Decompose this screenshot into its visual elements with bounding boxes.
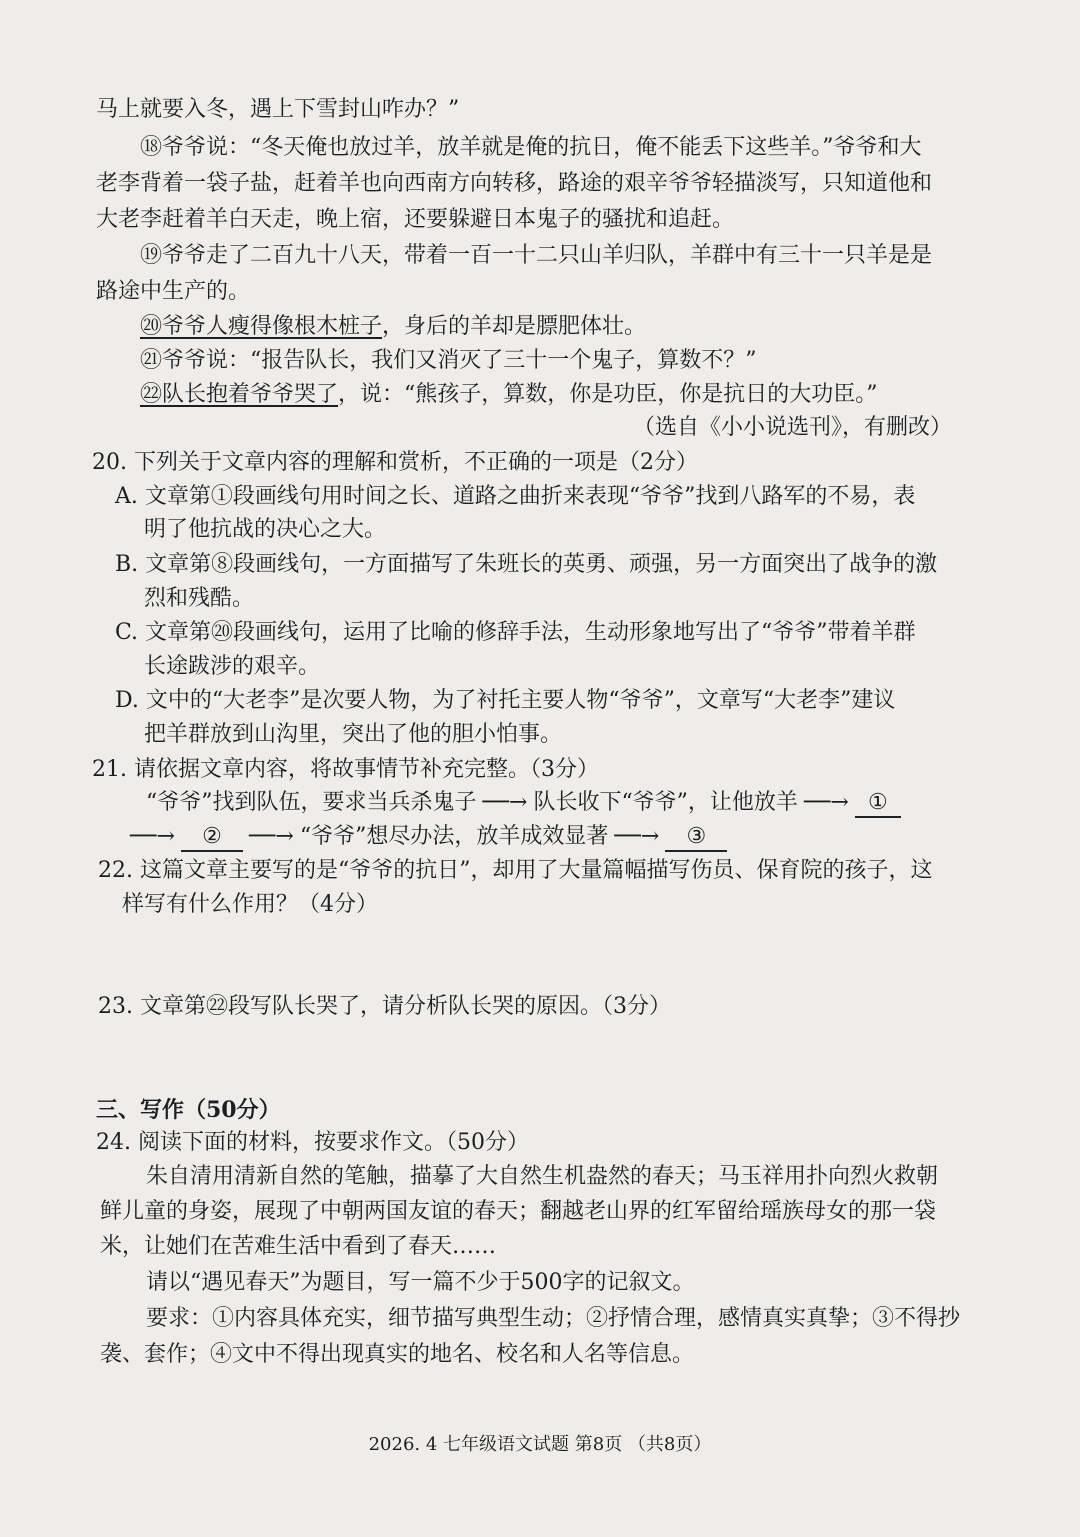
paragraph-22 bbox=[140, 380, 878, 410]
answer-blank-2[interactable]: ② bbox=[181, 824, 243, 852]
answer-blank-1[interactable]: ① bbox=[855, 790, 901, 818]
paragraph-text: 爷爷走了二百九十八天，带着一百一十二只山羊归队，羊群中有三十一只羊是是 bbox=[162, 243, 933, 268]
underlined-sentence: 队长抱着爷爷哭了 bbox=[162, 382, 339, 407]
plot-step-4: “爷爷”想尽办法，放羊成效显著 bbox=[299, 824, 609, 849]
question-24-stem: 24. 阅读下面的材料，按要求作文。（50分） bbox=[96, 1130, 529, 1155]
paragraph-text: 爷爷说：“冬天俺也放过羊，放羊就是俺的抗日，俺不能丢下这些羊。”爷爷和大 bbox=[162, 135, 922, 160]
plot-flow-row-2 bbox=[124, 822, 727, 852]
paragraph-text: ，身后的羊却是膘肥体壮。 bbox=[382, 314, 647, 339]
question-22-line-1: 22. 这篇文章主要写的是“爷爷的抗日”，却用了大量篇幅描写伤员、保育院的孩子，这 bbox=[98, 858, 933, 883]
story-line-0: 马上就要入冬，遇上下雪封山咋办？” bbox=[96, 97, 460, 122]
plot-step-1: “爷爷”找到队伍，要求当兵杀鬼子 bbox=[146, 790, 477, 815]
paragraph-19-line-1 bbox=[140, 241, 932, 271]
answer-area-23[interactable] bbox=[98, 1030, 978, 1090]
arrow-icon: ──→ bbox=[614, 824, 660, 849]
option-a-line-2: 明了他抗战的决心之大。 bbox=[144, 517, 387, 542]
paragraph-19-line-2: 路途中生产的。 bbox=[96, 279, 251, 304]
option-d-line-2: 把羊群放到山沟里，突出了他的胆小怕事。 bbox=[144, 722, 563, 747]
requirements-line-2: 袭、套作；④文中不得出现真实的地名、校名和人名等信息。 bbox=[100, 1342, 695, 1367]
paragraph-18-line-3: 大老李赶着羊白天走，晚上宿，还要躲避日本鬼子的骚扰和追赶。 bbox=[96, 207, 735, 232]
arrow-icon: ──→ bbox=[482, 790, 528, 815]
paragraph-number: ㉒ bbox=[140, 382, 163, 407]
writing-section-heading: 三、写作（50分） bbox=[96, 1097, 281, 1123]
answer-blank-3[interactable]: ③ bbox=[665, 824, 727, 852]
paragraph-text: ，说：“熊孩子，算数，你是功臣，你是抗日的大功臣。” bbox=[338, 382, 878, 407]
question-20-stem: 20. 下列关于文章内容的理解和赏析，不正确的一项是（2分） bbox=[92, 450, 698, 475]
question-22-line-2: 样写有什么作用？（4分） bbox=[122, 892, 378, 917]
source-note: （选自《小小说选刊》，有删改） bbox=[632, 415, 952, 440]
page-footer: 2026. 4 七年级语文试题 第8页 （共8页） bbox=[368, 1434, 712, 1455]
paragraph-21 bbox=[140, 346, 757, 376]
paragraph-number: ⑲ bbox=[140, 243, 163, 268]
question-21-stem: 21. 请依据文章内容，将故事情节补充完整。（3分） bbox=[92, 757, 599, 782]
writing-task: 请以“遇见春天”为题目，写一篇不少于500字的记叙文。 bbox=[146, 1270, 695, 1295]
question-23: 23. 文章第㉒段写队长哭了，请分析队长哭的原因。（3分） bbox=[98, 994, 671, 1019]
arrow-icon: ──→ bbox=[803, 790, 849, 815]
answer-area-22[interactable] bbox=[98, 930, 978, 986]
material-line-1: 朱自清用清新自然的笔触，描摹了大自然生机盎然的春天；马玉祥用扑向烈火救朝 bbox=[146, 1164, 939, 1189]
arrow-icon: ──→ bbox=[248, 824, 294, 849]
option-c-line-2: 长途跋涉的艰辛。 bbox=[144, 654, 321, 679]
paragraph-18-line-2: 老李背着一袋子盐，赶着羊也向西南方向转移，路途的艰辛爷爷轻描淡写，只知道他和 bbox=[96, 171, 933, 196]
option-a-line-1: A. 文章第①段画线句用时间之长、道路之曲折来表现“爷爷”找到八路军的不易，表 bbox=[115, 484, 916, 509]
paragraph-number: ㉑ bbox=[140, 348, 163, 373]
arrow-icon: ──→ bbox=[130, 824, 175, 849]
paragraph-number: ⑱ bbox=[140, 135, 163, 160]
paragraph-20 bbox=[140, 312, 646, 342]
option-b-line-1: B. 文章第⑧段画线句，一方面描写了朱班长的英勇、顽强，另一方面突出了战争的激 bbox=[115, 552, 938, 577]
paragraph-18-line-1 bbox=[140, 133, 922, 163]
plot-step-2: 队长收下“爷爷”，让他放羊 bbox=[533, 790, 798, 815]
paragraph-text: 爷爷说：“报告队长，我们又消灭了三十一个鬼子，算数不？” bbox=[162, 348, 757, 373]
option-c-line-1: C. 文章第⑳段画线句，运用了比喻的修辞手法，生动形象地写出了“爷爷”带着羊群 bbox=[115, 620, 916, 645]
option-b-line-2: 烈和残酷。 bbox=[144, 586, 255, 611]
underlined-sentence: 爷爷人瘦得像根木桩子 bbox=[162, 314, 383, 339]
material-line-3: 米，让她们在苦难生活中看到了春天…… bbox=[100, 1234, 497, 1259]
requirements-line-1: 要求：①内容具体充实，细节描写典型生动；②抒情合理，感情真实真挚；③不得抄 bbox=[146, 1306, 961, 1331]
material-line-2: 鲜儿童的身姿，展现了中朝两国友谊的春天；翻越老山界的红军留给瑶族母女的那一袋 bbox=[100, 1199, 937, 1224]
option-d-line-1: D. 文中的“大老李”是次要人物，为了衬托主要人物“爷爷”，文章写“大老李”建议 bbox=[115, 688, 896, 713]
paragraph-number: ⑳ bbox=[140, 314, 163, 339]
plot-flow-row-1 bbox=[146, 788, 901, 818]
